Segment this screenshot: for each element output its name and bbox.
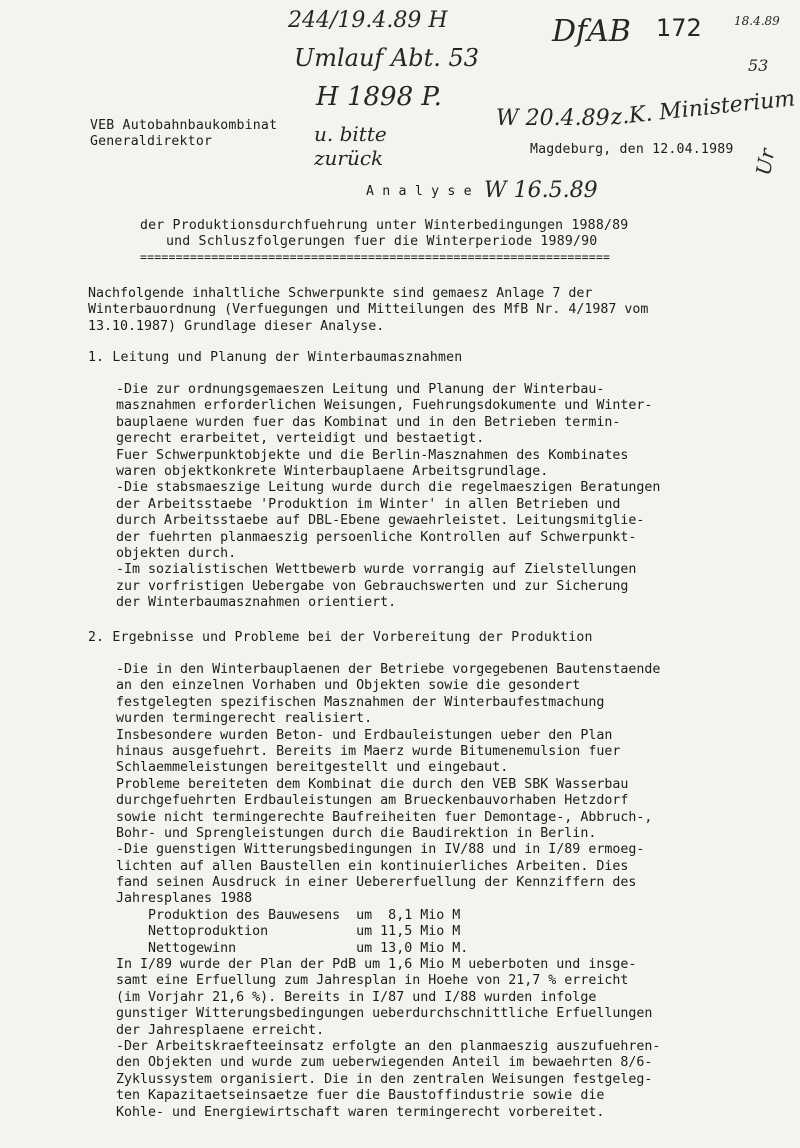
- handwritten-analyse-date: W 16.5.89: [484, 178, 598, 203]
- section-2-body: [86, 662, 776, 1121]
- intro-line: Winterbauordnung (Verfuegungen und Mitteilungen des MfB Nr. 4/1987 vom: [88, 302, 649, 318]
- handwritten-corner-mark: 53: [748, 56, 769, 75]
- text-line: gerecht erarbeitet, verteidigt und bestaetigt.: [116, 431, 485, 447]
- handwritten-note-script: z.K. Ministerium: [609, 86, 797, 131]
- text-line: -Die guenstigen Witterungsbedingungen in IV/88 und in I/89 ermoeg-: [116, 842, 645, 858]
- handwritten-margin-mark: Ur: [751, 146, 780, 178]
- text-line: -Die zur ordnungsgemaeszen Leitung und Planung der Winterbau-: [116, 382, 605, 397]
- text-line: lichten auf allen Baustellen ein kontinuierliches Arbeiten. Dies: [116, 858, 629, 874]
- text-line: -Der Arbeitskraefteeinsatz erfolgte an den planmaeszig auszufuehren-: [116, 1038, 661, 1054]
- title-underline: ==================================================================: [140, 250, 611, 264]
- text-line: In I/89 wurde der Plan der PdB um 1,6 Mio M ueberboten und insge-: [116, 957, 637, 973]
- text-line: Probleme bereiteten dem Kombinat die durch den VEB SBK Wasserbau: [116, 776, 629, 792]
- intro-paragraph: [88, 286, 778, 335]
- text-line: bauplaene wurden fuer das Kombinat und in den Betrieben termin-: [116, 414, 621, 430]
- text-line: an den einzelnen Vorhaben und Objekten sowie die gesondert: [116, 678, 581, 694]
- text-line: durch Arbeitsstaebe auf DBL-Ebene gewaehrleistet. Leitungsmitglie-: [116, 513, 645, 529]
- text-line: waren objektkonkrete Winterbauplaene Arbeitsgrundlage.: [116, 463, 549, 479]
- handwritten-initials: H 1898 P.: [316, 82, 442, 112]
- document-title-line2: und Schluszfolgerungen fuer die Winterperiode 1989/90: [166, 234, 598, 249]
- text-line: zur vorfristigen Uebergabe von Gebrauchswerten und zur Sicherung: [116, 578, 629, 594]
- text-line: Jahresplanes 1988: [116, 891, 253, 907]
- text-line: -Im sozialistischen Wettbewerb wurde vorrangig auf Zielstellungen: [116, 562, 637, 578]
- text-line: objekten durch.: [116, 545, 237, 561]
- text-line: masznahmen erforderlichen Weisungen, Fuehrungsdokumente und Winter-: [116, 398, 653, 414]
- figure-line: Produktion des Bauwesens um 8,1 Mio M: [116, 907, 461, 923]
- text-line: Kohle- und Energiewirtschaft waren termingerecht vorbereitet.: [116, 1104, 605, 1120]
- figure-line: Nettoproduktion um 11,5 Mio M: [116, 924, 461, 940]
- handwritten-corner-date: 18.4.89: [734, 14, 780, 28]
- place-date: Magdeburg, den 12.04.1989: [530, 142, 734, 157]
- text-line: durchgefuehrten Erdbauleistungen am Brueckenbauvorhaben Hetzdorf: [116, 793, 629, 809]
- section-2-heading: 2. Ergebnisse und Probleme bei der Vorbereitung der Produktion: [88, 630, 593, 645]
- intro-line: 13.10.1987) Grundlage dieser Analyse.: [88, 318, 385, 334]
- text-line: festgelegten spezifischen Masznahmen der Winterbaufestmachung: [116, 694, 605, 710]
- text-line: Zyklussystem organisiert. Die in den zentralen Weisungen festgeleg-: [116, 1071, 653, 1087]
- handwritten-circulation: Umlauf Abt. 53: [294, 44, 480, 72]
- text-line: gunstiger Witterungsbedingungen ueberdurchschnittliche Erfuellungen: [116, 1006, 653, 1022]
- document-title-line1: der Produktionsdurchfuehrung unter Winterbedingungen 1988/89: [140, 218, 629, 233]
- text-line: Bohr- und Sprengleistungen durch die Baudirektion in Berlin.: [116, 825, 597, 841]
- text-line: fand seinen Ausdruck in einer Uebererfuellung der Kennziffern des: [116, 875, 637, 891]
- text-line: wurden termingerecht realisiert.: [116, 711, 373, 727]
- text-line: Insbesondere wurden Beton- und Erdbauleistungen ueber den Plan: [116, 727, 613, 743]
- intro-line: Nachfolgende inhaltliche Schwerpunkte sind gemaesz Anlage 7 der: [88, 286, 593, 301]
- text-line: Schlaemmeleistungen bereitgestellt und eingebaut.: [116, 760, 509, 776]
- page-number: 172: [656, 14, 702, 42]
- text-line: samt eine Erfuellung zum Jahresplan in Hoehe von 21,7 % erreicht: [116, 973, 629, 989]
- figure-line: Nettogewinn um 13,0 Mio M.: [116, 940, 469, 956]
- text-line: -Die stabsmaeszige Leitung wurde durch die regelmaeszigen Beratungen: [116, 480, 661, 496]
- text-line: der Winterbaumasznahmen orientiert.: [116, 595, 397, 611]
- handwritten-note-date: W 20.4.89: [496, 106, 610, 131]
- handwritten-reference: 244/19.4.89 H: [288, 8, 448, 33]
- text-line: Fuer Schwerpunktobjekte und die Berlin-Masznahmen des Kombinates: [116, 447, 629, 463]
- org-name: VEB Autobahnbaukombinat: [90, 118, 278, 133]
- text-line: den Objekten und wurde zum ueberwiegenden Anteil im bewaehrten 8/6-: [116, 1055, 653, 1071]
- section-1-heading: 1. Leitung und Planung der Winterbaumasznahmen: [88, 350, 463, 365]
- handwritten-org-stamp: DfAB: [552, 14, 631, 49]
- text-line: der Arbeitsstaebe 'Produktion im Winter' in allen Betrieben und: [116, 496, 621, 512]
- text-line: (im Vorjahr 21,6 %). Bereits in I/87 und I/88 wurden infolge: [116, 989, 597, 1005]
- text-line: ten Kapazitaetseinsaetze fuer die Baustoffindustrie sowie die: [116, 1088, 605, 1104]
- handwritten-note-left: u. bitte zurück: [314, 122, 387, 170]
- section-1-body: [86, 382, 776, 611]
- text-line: der Jahresplaene erreicht.: [116, 1022, 325, 1038]
- text-line: sowie nicht termingerechte Baufreiheiten fuer Demontage-, Abbruch-,: [116, 809, 653, 825]
- document-title-word: A n a l y s e: [366, 184, 472, 199]
- text-line: -Die in den Winterbauplaenen der Betriebe vorgegebenen Bautenstaende: [116, 662, 661, 677]
- org-title: Generaldirektor: [90, 134, 213, 149]
- text-line: der fuehrten planmaeszig persoenliche Kontrollen auf Schwerpunkt-: [116, 529, 637, 545]
- text-line: hinaus ausgefuehrt. Bereits im Maerz wurde Bitumenemulsion fuer: [116, 743, 621, 759]
